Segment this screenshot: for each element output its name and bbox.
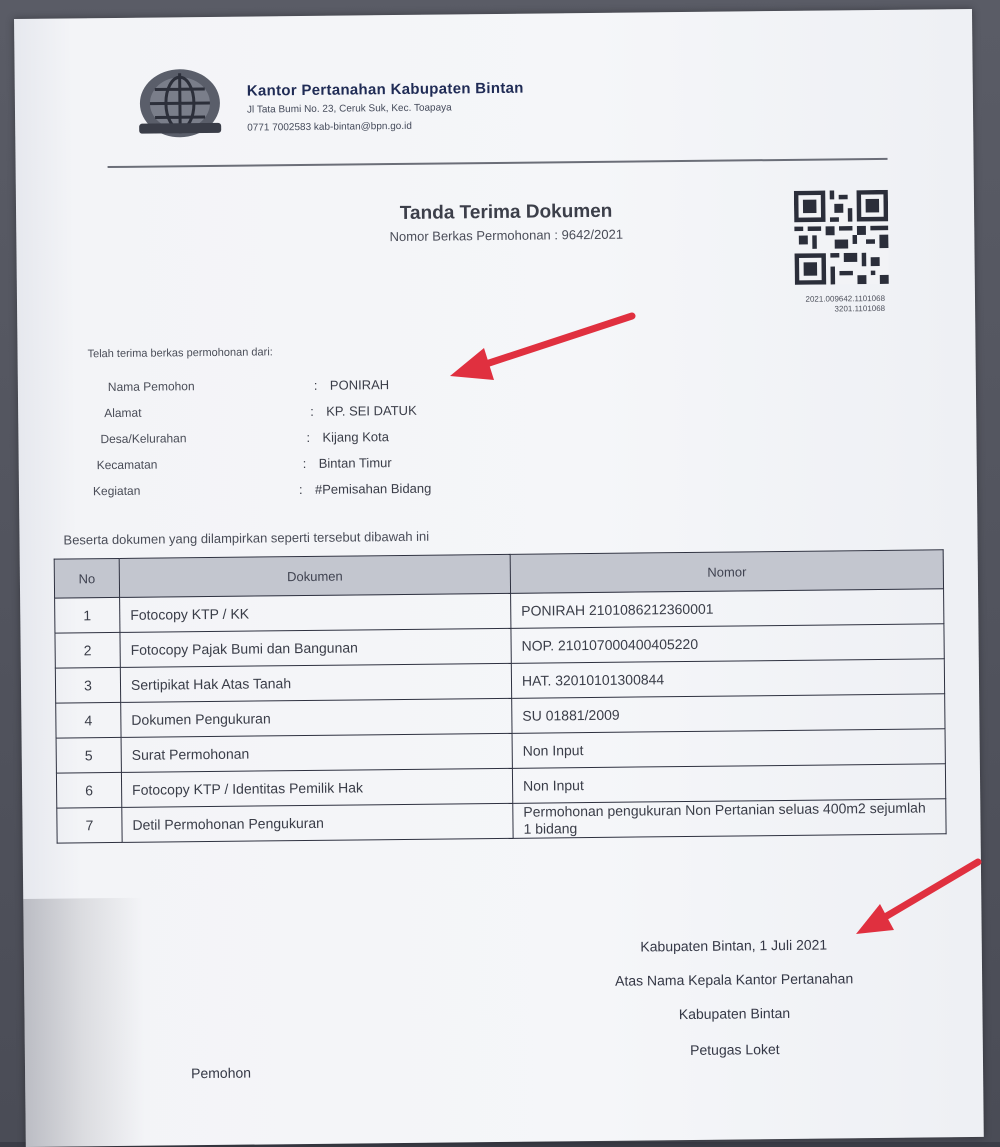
signature-regency: Kabupaten Bintan — [678, 1004, 791, 1023]
row-document: Fotocopy Pajak Bumi dan Bangunan — [120, 628, 511, 667]
row-document: Sertipikat Hak Atas Tanah — [120, 663, 511, 702]
qr-code-number-2: 3201.1101068 — [834, 303, 886, 314]
row-number: HAT. 32010101300844 — [511, 659, 944, 699]
row-no: 4 — [56, 702, 121, 738]
signature-place-date: Kabupaten Bintan, 1 Juli 2021 — [640, 936, 828, 955]
row-document: Fotocopy KTP / KK — [120, 593, 511, 632]
qr-code-icon — [794, 190, 889, 285]
field-colon: : — [313, 377, 318, 393]
document-title: Tanda Terima Dokumen — [399, 200, 613, 224]
row-no: 1 — [55, 597, 120, 633]
row-no: 3 — [55, 667, 120, 703]
field-value: PONIRAH — [329, 377, 390, 393]
row-number: SU 01881/2009 — [512, 694, 945, 734]
field-value: Kijang Kota — [322, 429, 389, 445]
row-no: 2 — [55, 632, 120, 668]
row-number: NOP. 210107000400405220 — [511, 624, 944, 664]
bpn-logo-icon — [135, 65, 226, 144]
office-contact: 0771 7002583 kab-bintan@bpn.go.id — [247, 120, 412, 134]
row-no: 6 — [56, 772, 121, 808]
qr-code-number: 2021.009642.1101068 — [805, 293, 886, 304]
row-number: PONIRAH 2101086212360001 — [511, 589, 944, 629]
field-colon: : — [310, 403, 314, 419]
table-caption: Beserta dokumen yang dilampirkan seperti tersebut dibawah ini — [63, 528, 430, 548]
field-value: #Pemisahan Bidang — [314, 480, 432, 497]
office-address: Jl Tata Bumi No. 23, Ceruk Suk, Kec. Toapaya — [246, 102, 452, 116]
field-label: Desa/Kelurahan — [100, 431, 187, 447]
field-value: KP. SEI DATUK — [326, 402, 417, 419]
row-number: Non Input — [512, 764, 945, 804]
documents-table — [54, 549, 947, 843]
applicant-signature-label: Pemohon — [190, 1064, 252, 1082]
row-no: 7 — [57, 807, 122, 843]
intro-text: Telah terima berkas permohonan dari: — [87, 346, 273, 361]
row-number: Non Input — [512, 729, 945, 769]
receipt-document — [14, 9, 984, 1147]
signature-role: Petugas Loket — [690, 1041, 780, 1058]
signature-on-behalf: Atas Nama Kepala Kantor Pertanahan — [614, 970, 854, 989]
row-document: Dokumen Pengukuran — [121, 698, 512, 737]
applicant-fields — [92, 371, 599, 506]
row-document: Detil Permohonan Pengukuran — [122, 803, 513, 842]
office-name: Kantor Pertanahan Kabupaten Bintan — [246, 79, 524, 100]
row-document: Surat Permohonan — [121, 733, 512, 772]
row-number: Permohonan pengukuran Non Pertanian seluas 400m2 sejumlah 1 bidang — [513, 799, 946, 839]
field-label: Nama Pemohon — [107, 379, 195, 395]
arrow-to-name-icon — [440, 306, 640, 386]
field-activity — [93, 475, 599, 506]
column-header-document: Dokumen — [119, 554, 510, 597]
column-header-number: Nomor — [510, 550, 943, 594]
column-header-no: No — [54, 558, 119, 598]
arrow-to-date-icon — [850, 856, 984, 940]
field-colon: : — [302, 455, 307, 472]
field-label: Alamat — [104, 405, 142, 421]
photo-shadow — [23, 898, 146, 1147]
field-colon: : — [298, 482, 303, 498]
application-number: Nomor Berkas Permohonan : 9642/2021 — [389, 226, 624, 245]
field-colon: : — [306, 429, 311, 445]
field-value: Bintan Timur — [318, 455, 392, 471]
row-no: 5 — [56, 737, 121, 773]
letterhead — [125, 58, 906, 166]
row-document: Fotocopy KTP / Identitas Pemilik Hak — [121, 768, 512, 807]
field-label: Kecamatan — [96, 457, 158, 473]
field-label: Kegiatan — [92, 483, 141, 499]
